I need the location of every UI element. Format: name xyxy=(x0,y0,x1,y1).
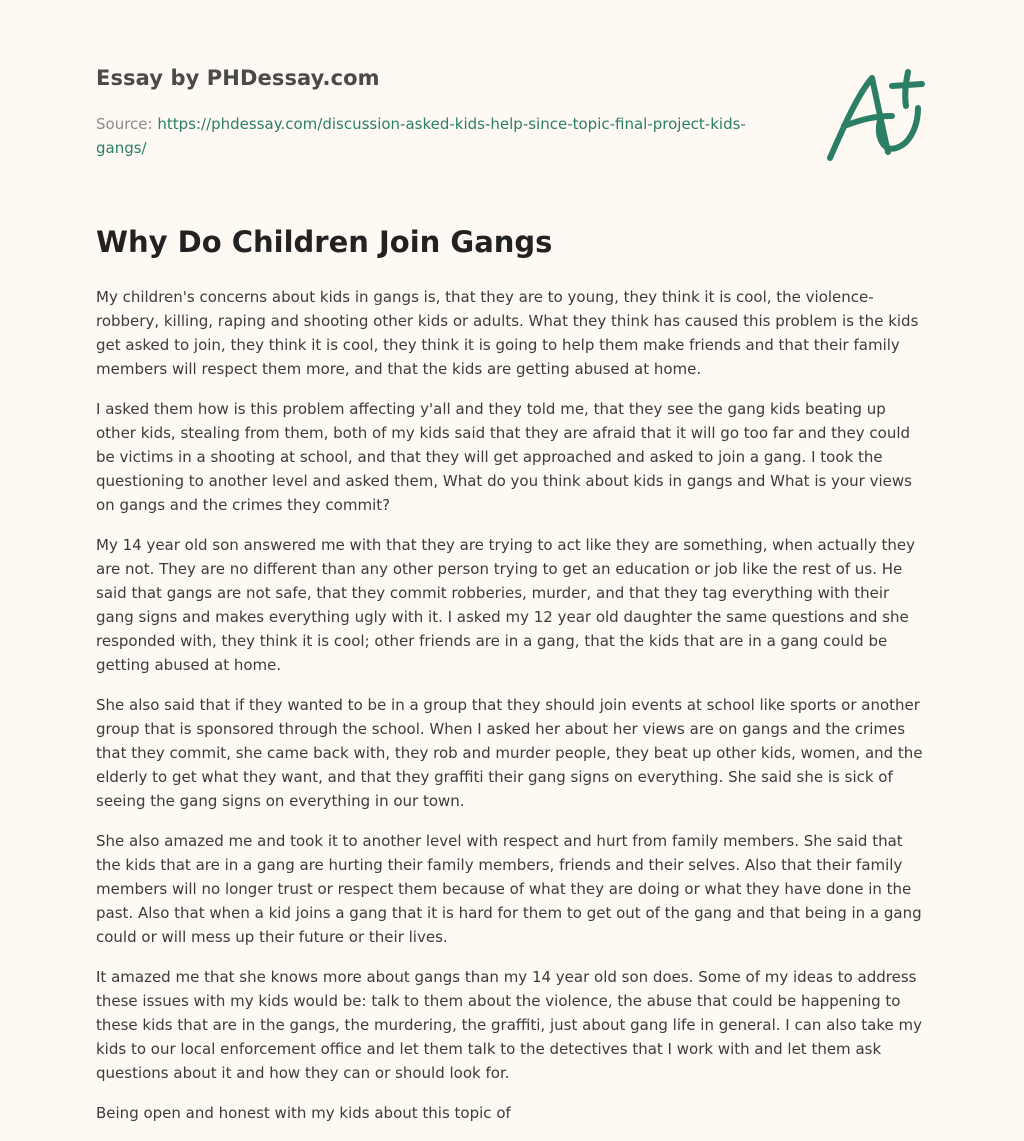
essay-paragraph: I asked them how is this problem affecting y'all and they told me, that they see the gang kids beating up other kids, stealing from them, both of my kids said that they are afraid that it will go too far and they could be victims in a shooting at school, and that they will get approached and asked to join a gang. I took the questioning to another level and asked them, What do you think about kids in gangs and What is your views on gangs and the crimes they commit? xyxy=(96,400,912,514)
essay-paragraph: It amazed me that she knows more about gangs than my 14 year old son does. Some of my ideas to address these issues with my kids would be: talk to them about the violence, the abuse that could be happening to these kids that are in the gangs, the murdering, the graffiti, just about gang life in general. I can also take my kids to our local enforcement office and let them talk to the detectives that I work with and let them ask questions about it and how they can or should look for. xyxy=(96,968,923,1082)
essay-paragraph: Being open and honest with my kids about this topic of xyxy=(96,1104,511,1122)
source-label: Source: xyxy=(96,115,153,133)
essay-paragraph: My 14 year old son answered me with that they are trying to act like they are something, when actually they are not. They are no different than any other person trying to get an education or job like the rest of us. He said that gangs are not safe, that they commit robberies, murder, and that they tag everything with their gang signs and makes everything ugly with it. I asked my 12 year old daughter the same questions and she responded with, they think it is cool; other friends are in a gang, that the kids that are in a gang could be getting abused at home. xyxy=(96,536,915,674)
essay-paragraph: She also amazed me and took it to another level with respect and hurt from family members. She said that the kids that are in a gang are hurting their family members, friends and their selves. Also that their family members will no longer trust or respect them because of what they are doing or what they have done in the past. Also that when a kid joins a gang that it is hard for them to get out of the gang and that being in a gang could or will mess up their future or their lives. xyxy=(96,832,922,946)
source-link[interactable]: https://phdessay.com/discussion-asked-kids-help-since-topic-final-project-kids-gangs/ xyxy=(96,115,746,157)
source-line xyxy=(96,112,796,160)
a-plus-grade-icon xyxy=(822,66,932,170)
essay-paragraph: She also said that if they wanted to be in a group that they should join events at school like sports or another group that is sponsored through the school. When I asked her about her views are on gangs and the crimes that they commit, she came back with, they rob and murder people, they beat up other kids, women, and the elderly to get what they want, and that they graffiti their gang signs on everything. She said she is sick of seeing the gang signs on everything in our town. xyxy=(96,696,923,810)
site-brand: Essay by PHDessay.com xyxy=(96,66,380,90)
essay-title: Why Do Children Join Gangs xyxy=(96,225,553,259)
essay-body xyxy=(96,285,928,1141)
essay-paragraph: My children's concerns about kids in gangs is, that they are to young, they think it is cool, the violence- robbery, killing, raping and shooting other kids or adults. What they think has caused this problem is the kids get asked to join, they think it is cool, they think it is going to help them make friends and that their family members will respect them more, and that the kids are getting abused at home. xyxy=(96,288,919,378)
